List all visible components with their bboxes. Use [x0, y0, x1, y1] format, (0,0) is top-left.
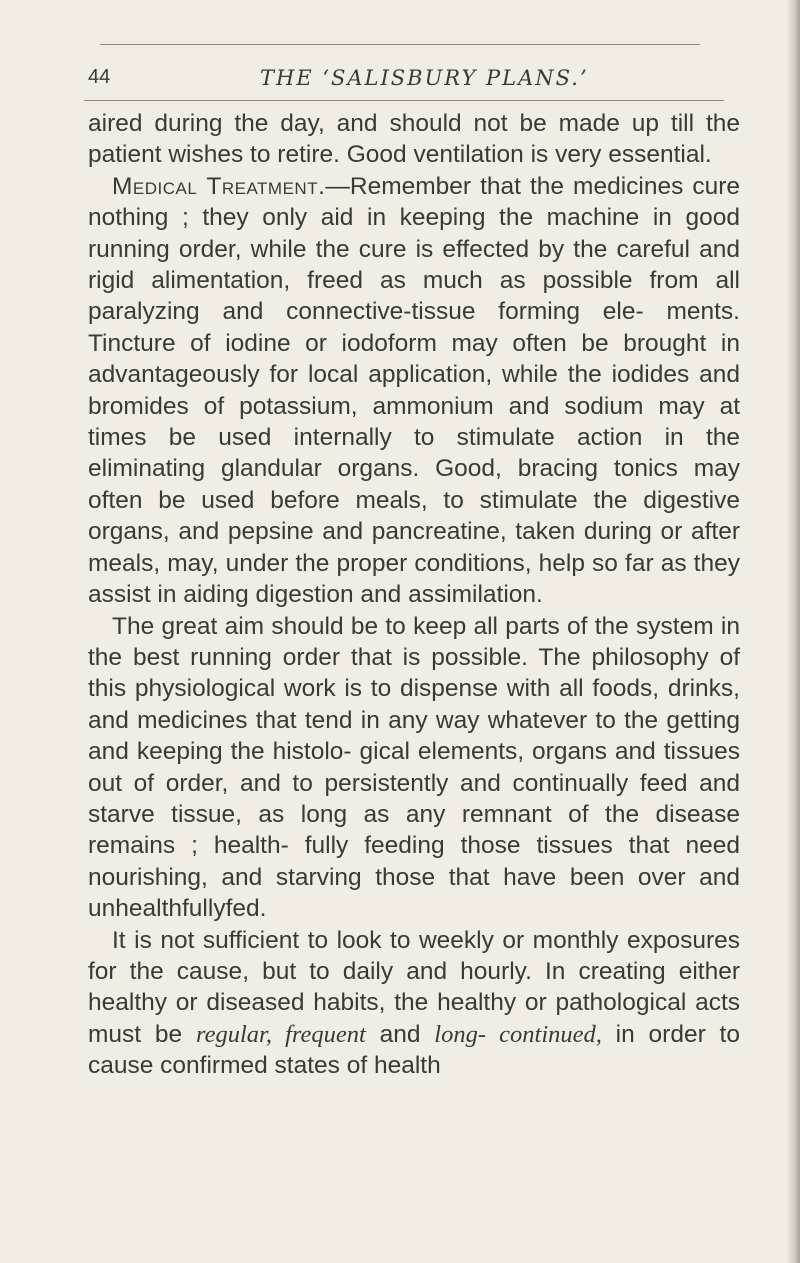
paragraph-text: in order to cause confirmed states of health [88, 1020, 740, 1080]
paragraph-3 [88, 611, 740, 925]
header-rule [84, 100, 724, 101]
section-lead: Medical Treatment. [112, 172, 326, 200]
paragraph-text: and [365, 1020, 435, 1048]
paragraph-text: The great aim should be to keep all parts of the system in the best running order that is possible. The philosophy of this physiological work is to dispense with all foods, drinks, and medicines that tend in any way whatever to the getting and keeping the histolo- gical elements, organs and tissues out of order, and to persistently and continually feed and starve tissue, as long as any remnant of the disease remains ; health- fully feeding those tissues that need nourishing, and starving those that have been over and unhealthfullyfed. [88, 612, 740, 923]
page-header [88, 66, 728, 100]
body-text [88, 108, 740, 1082]
paragraph-text: aired during the day, and should not be made up till the patient wishes to retire. Good ventilation is very essential. [88, 110, 740, 169]
page-number: 44 [88, 66, 111, 88]
emphasis-text: long- continued, [434, 1020, 602, 1048]
paragraph-2 [88, 171, 740, 611]
paragraph-4 [88, 925, 740, 1082]
running-head: THE ‘SALISBURY PLANS.’ [260, 66, 589, 90]
paragraph-text: —Remember that the medicines cure nothing ; they only aid in keeping the machine in good running order, while the cure is effected by the careful and rigid alimentation, freed as much as possible from all paralyzing and connective-tissue forming ele- ments. Tincture of iodine or iodoform may often be brought in advantageously for local application, while the iodides and bromides of potassium, ammonium and sodium may at times be used internally to stimulate action in the eliminating glandular organs. Good, bracing tonics may often be used before meals, to stimulate the digestive organs, and pepsine and pancreatine, taken during or after meals, may, under the proper conditions, help so far as they assist in aiding digestion and assimilation. [88, 172, 740, 609]
paragraph-text: It is not sufficient to look to weekly or monthly exposures for the cause, but to daily and hourly. In creating either healthy or diseased habits, the healthy or pathological acts must be [88, 926, 740, 1048]
page-edge-shadow [786, 0, 800, 1263]
emphasis-text: regular, frequent [195, 1020, 366, 1048]
top-rule [100, 44, 700, 45]
paragraph-1 [88, 108, 740, 171]
